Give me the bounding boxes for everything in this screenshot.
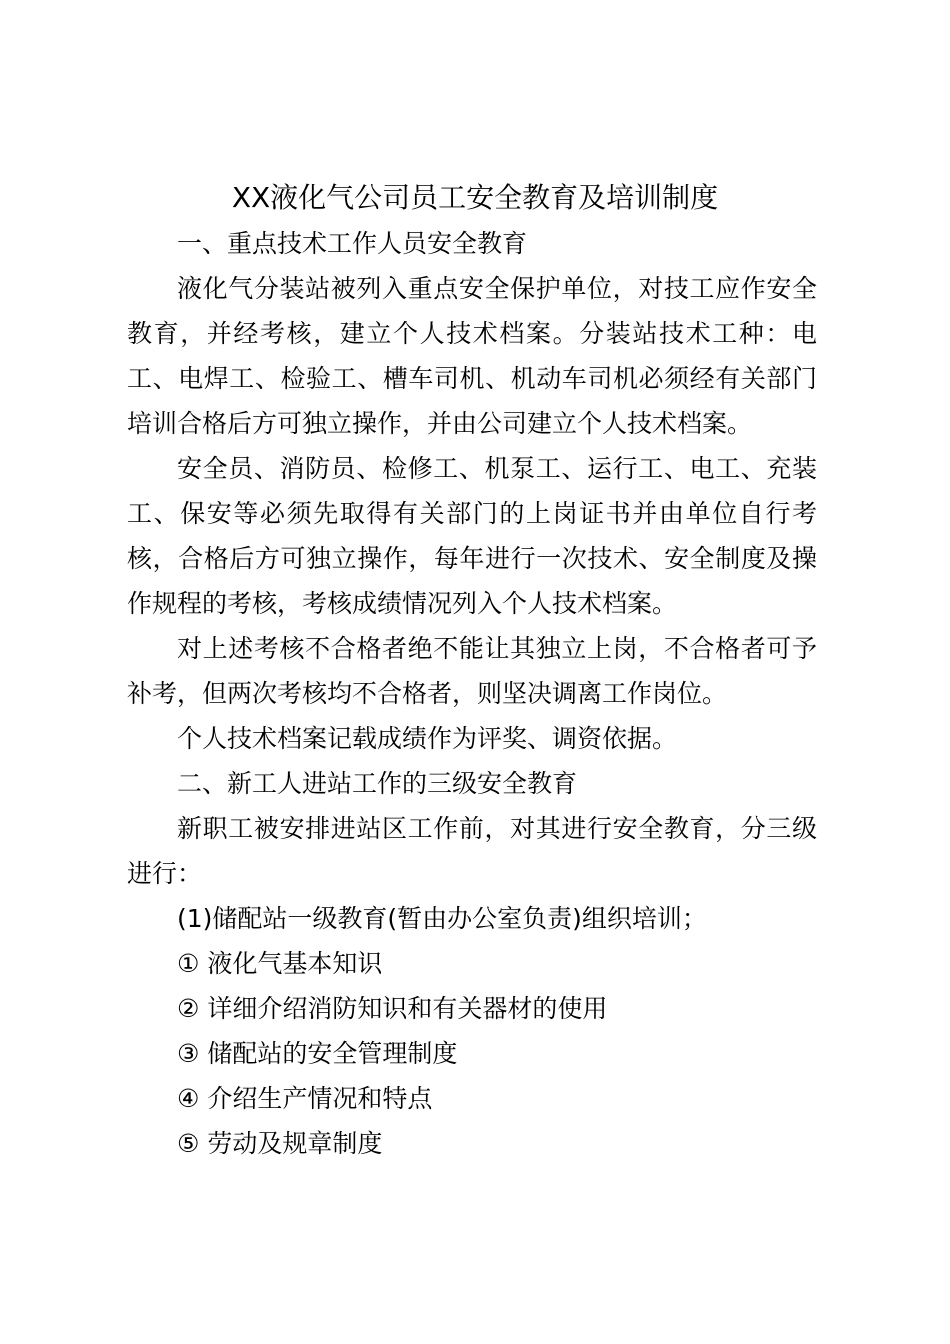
paragraph-line: 工、保安等必须先取得有关部门的上岗证书并由单位自行考: [127, 499, 817, 528]
paragraph-line: 新职工被安排进站区工作前，对其进行安全教育，分三级: [177, 814, 817, 843]
paragraph-line: 安全员、消防员、检修工、机泵工、运行工、电工、充装: [177, 454, 817, 483]
paragraph-line: 教育，并经考核，建立个人技术档案。分装站技术工种：电: [127, 319, 817, 348]
paragraph-line: 作规程的考核，考核成绩情况列入个人技术档案。: [127, 589, 678, 618]
list-item: ① 液化气基本知识: [177, 949, 383, 978]
document-title: XX液化气公司员工安全教育及培训制度: [231, 181, 719, 214]
paragraph-line: 核，合格后方可独立操作，每年进行一次技术、安全制度及操: [127, 544, 817, 573]
section-heading-1: 一、重点技术工作人员安全教育: [177, 229, 528, 258]
list-item: ③ 储配站的安全管理制度: [177, 1039, 458, 1068]
list-item: ④ 介绍生产情况和特点: [177, 1084, 433, 1113]
paragraph-line: 工、电焊工、检验工、槽车司机、机动车司机必须经有关部门: [127, 364, 817, 393]
paragraph-line: 对上述考核不合格者绝不能让其独立上岗，不合格者可予: [177, 634, 817, 663]
paragraph-line: 进行：: [127, 859, 203, 888]
paragraph-line: 补考，但两次考核均不合格者，则坚决调离工作岗位。: [127, 679, 728, 708]
paragraph-line: 培训合格后方可独立操作，并由公司建立个人技术档案。: [127, 409, 753, 438]
list-item: ② 详细介绍消防知识和有关器材的使用: [177, 994, 608, 1023]
paragraph-line: 液化气分装站被列入重点安全保护单位，对技工应作安全: [177, 274, 817, 303]
paragraph-line: 个人技术档案记载成绩作为评奖、调资依据。: [177, 724, 678, 753]
section-heading-2: 二、新工人进站工作的三级安全教育: [177, 769, 578, 798]
list-heading: (1)储配站一级教育(暂由办公室负责)组织培训；: [177, 904, 707, 933]
list-item: ⑤ 劳动及规章制度: [177, 1129, 383, 1158]
